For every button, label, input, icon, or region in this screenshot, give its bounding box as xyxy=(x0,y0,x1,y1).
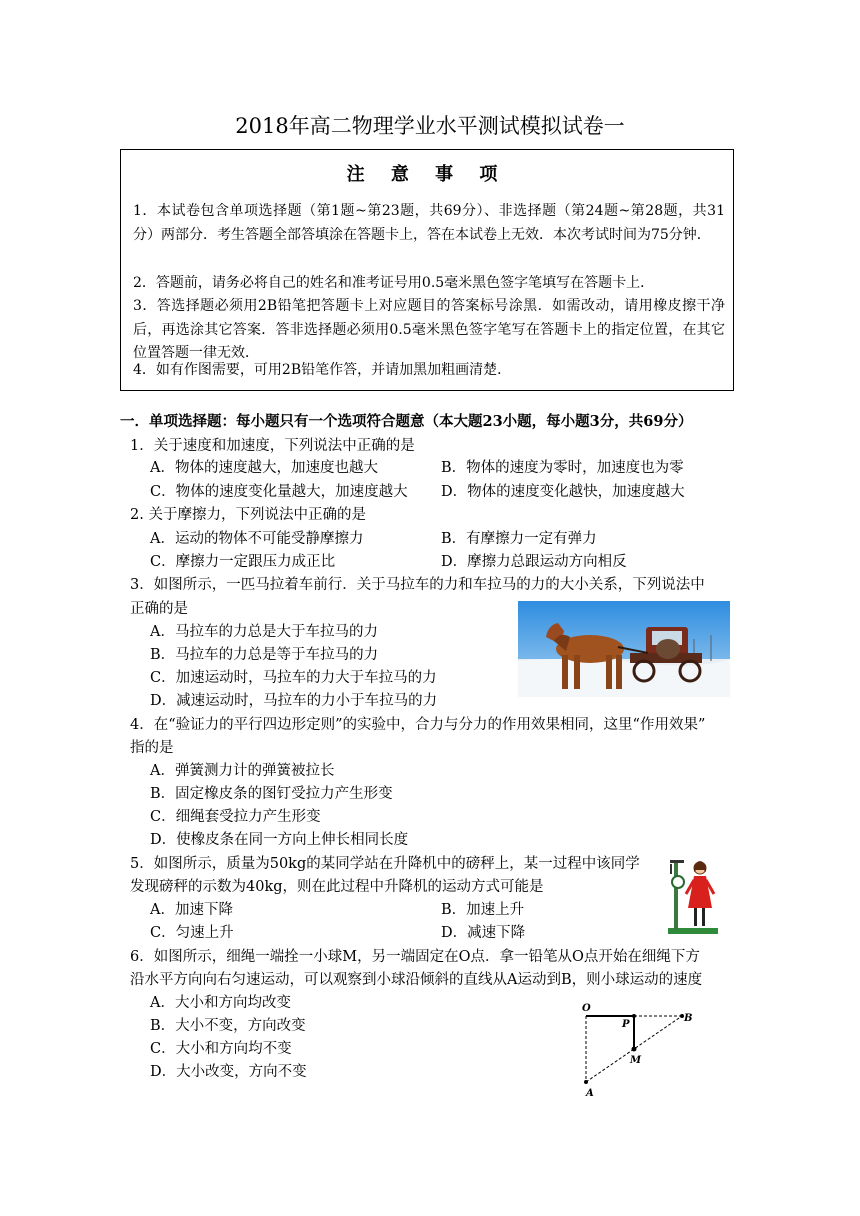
q5-stem: 5．如图所示，质量为50kg的某同学站在升降机中的磅秤上，某一过程中该同学 xyxy=(130,856,640,872)
string-ball-diagram xyxy=(578,1002,698,1100)
q4-stem-cont: 指的是 xyxy=(130,740,174,756)
q5-option-a: A．加速下降 xyxy=(150,902,233,918)
q5-stem-cont: 发现磅秤的示数为40kg，则在此过程中升降机的运动方式可能是 xyxy=(130,879,544,895)
notice-item-4: 4．如有作图需要，可用2B铅笔作答，并请加黑加粗画清楚． xyxy=(133,362,512,378)
q3-stem-cont: 正确的是 xyxy=(130,601,188,617)
q6-option-c: C．大小和方向均不变 xyxy=(150,1041,292,1057)
q4-option-a: A．弹簧测力计的弹簧被拉长 xyxy=(150,763,335,779)
q5-option-d: D．减速下降 xyxy=(441,925,526,941)
student-on-scale-figure xyxy=(664,852,722,936)
q5-option-c: C．匀速上升 xyxy=(150,925,234,941)
q2-option-d: D．摩擦力总跟运动方向相反 xyxy=(441,554,627,570)
label-m: M xyxy=(630,1055,642,1066)
q3-option-c: C．加速运动时，马拉车的力大于车拉马的力 xyxy=(150,670,437,686)
q1-option-d: D．物体的速度变化越快，加速度越大 xyxy=(441,484,685,500)
q1-option-a: A．物体的速度越大，加速度也越大 xyxy=(150,460,378,476)
label-o: O xyxy=(582,1003,591,1014)
notice-heading: 注 意 事 项 xyxy=(346,164,508,185)
notice-item-3: 3．答选择题必须用2B铅笔把答题卡上对应题目的答案标号涂黑．如需改动，请用橡皮擦干净后，再选涂其它答案．答非选择题必须用0.5毫米黑色签字笔写在答题卡上的指定位置，在其它位置答题一律无效． xyxy=(133,298,725,361)
q1-option-b: B．物体的速度为零时，加速度也为零 xyxy=(441,460,684,476)
q1-stem: 1．关于速度和加速度，下列说法中正确的是 xyxy=(130,438,415,454)
q4-option-d: D．使橡皮条在同一方向上伸长相同长度 xyxy=(150,832,409,848)
q1-option-c: C．物体的速度变化量越大，加速度越大 xyxy=(150,484,408,500)
label-p: P xyxy=(622,1019,630,1030)
label-b: B xyxy=(684,1013,693,1024)
q3-option-a: A．马拉车的力总是大于车拉马的力 xyxy=(150,624,378,640)
q4-stem: 4．在“验证力的平行四边形定则”的实验中，合力与分力的作用效果相同，这里“作用效果” xyxy=(130,717,706,733)
q3-stem: 3．如图所示，一匹马拉着车前行．关于马拉车的力和车拉马的力的大小关系，下列说法中 xyxy=(130,577,705,593)
q2-option-a: A．运动的物体不可能受静摩擦力 xyxy=(150,531,364,547)
page-title: 2018年高二物理学业水平测试模拟试卷一 xyxy=(235,114,625,138)
q6-stem-cont: 沿水平方向向右匀速运动，可以观察到小球沿倾斜的直线从A运动到B，则小球运动的速度 xyxy=(130,972,703,988)
section-title: 一．单项选择题：每小题只有一个选项符合题意（本大题23小题，每小题3分，共69分） xyxy=(120,413,693,430)
q4-option-b: B．固定橡皮条的图钉受拉力产生形变 xyxy=(150,786,393,802)
q2-option-c: C．摩擦力一定跟压力成正比 xyxy=(150,554,336,570)
horse-cart-photo xyxy=(518,601,730,697)
q6-stem: 6．如图所示，细绳一端拴一小球M，另一端固定在O点．拿一铅笔从O点开始在细绳下方 xyxy=(130,949,700,965)
notice-item-2: 2．答题前，请务必将自己的姓名和准考证号用0.5毫米黑色签字笔填写在答题卡上． xyxy=(133,275,655,291)
q5-option-b: B．加速上升 xyxy=(441,902,525,918)
q6-option-d: D．大小改变，方向不变 xyxy=(150,1064,307,1080)
q3-option-b: B．马拉车的力总是等于车拉马的力 xyxy=(150,647,379,663)
label-a: A xyxy=(586,1088,594,1099)
q2-option-b: B．有摩擦力一定有弹力 xyxy=(441,531,597,547)
q4-option-c: C．细绳套受拉力产生形变 xyxy=(150,809,321,825)
notice-item-1: 1．本试卷包含单项选择题（第1题~第23题，共69分）、非选择题（第24题~第28题，共31分）两部分．考生答题全部答填涂在答题卡上，答在本试卷上无效．本次考试时间为75分钟． xyxy=(133,203,725,243)
q2-stem: 2. 关于摩擦力，下列说法中正确的是 xyxy=(130,507,366,523)
q6-option-a: A．大小和方向均改变 xyxy=(150,995,291,1011)
q3-option-d: D．减速运动时，马拉车的力小于车拉马的力 xyxy=(150,693,438,709)
q6-option-b: B．大小不变，方向改变 xyxy=(150,1018,306,1034)
